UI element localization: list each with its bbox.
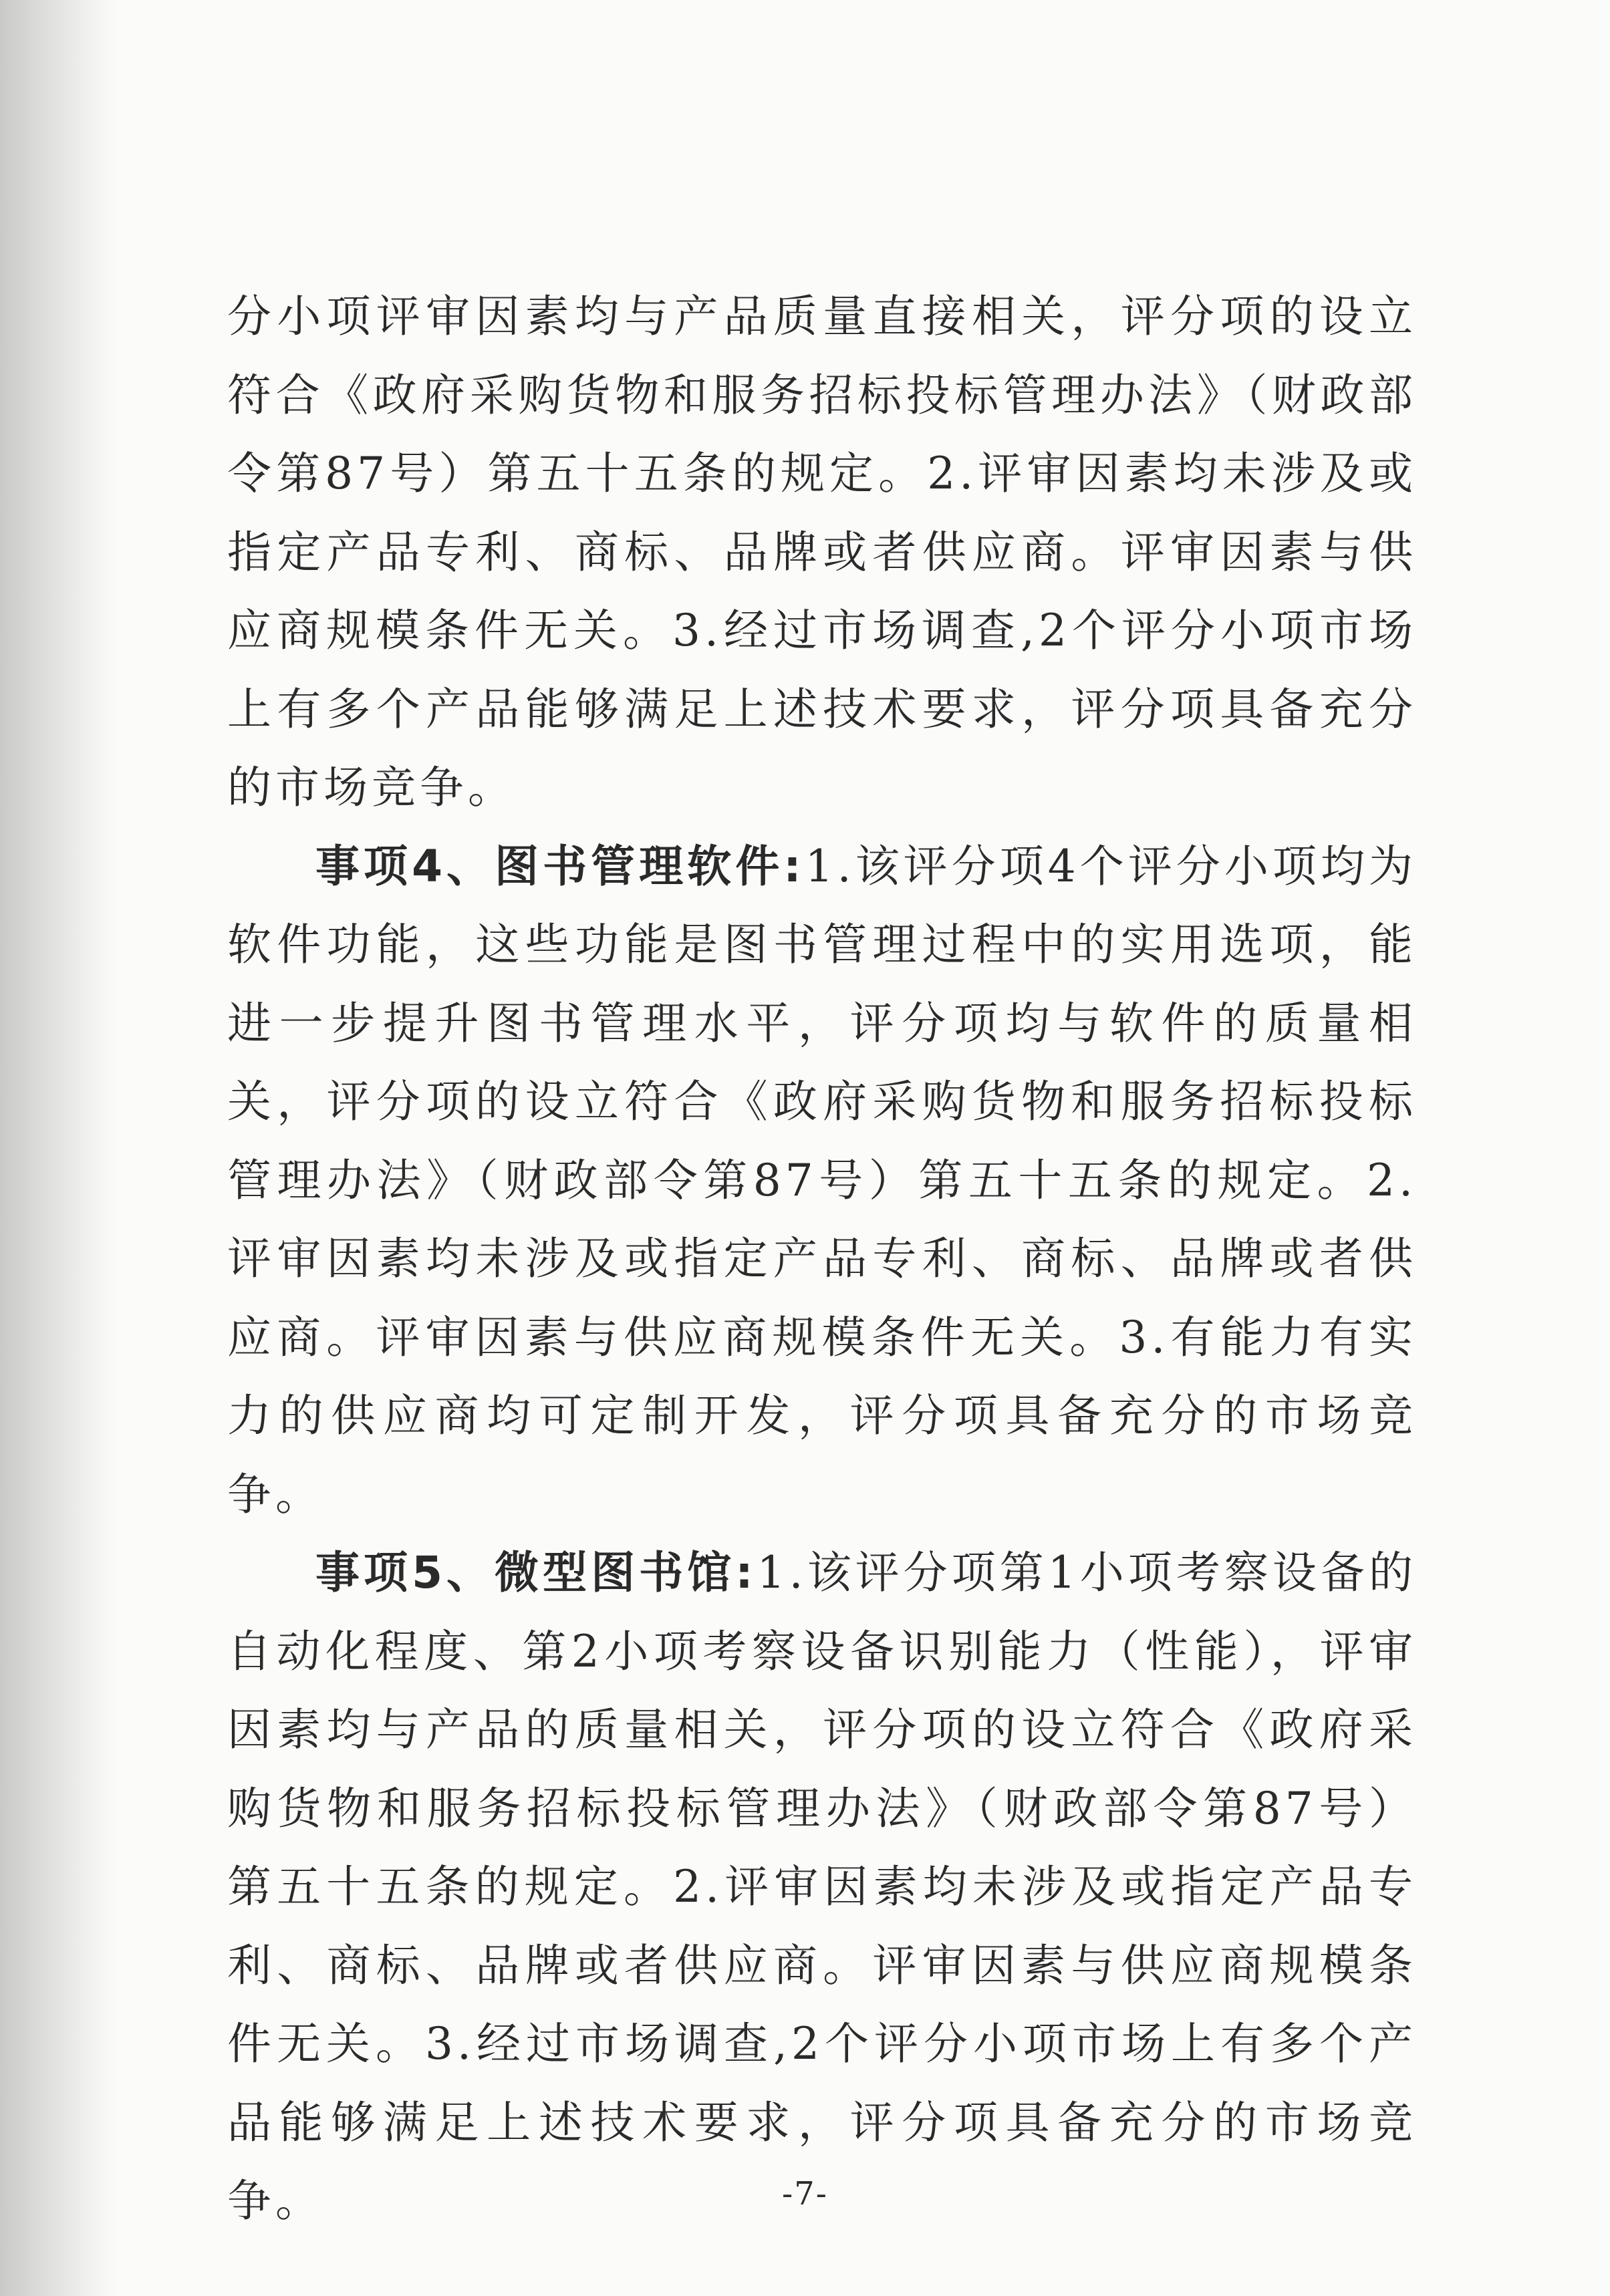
paragraph-item-5 — [227, 1534, 1417, 2241]
paragraph-continued — [227, 277, 1417, 827]
paragraph-item-4 — [227, 827, 1417, 1534]
item-4-heading: 事项4、图书管理软件: — [315, 840, 805, 892]
item-5-heading: 事项5、微型图书馆: — [315, 1547, 757, 1598]
page-number: -7- — [782, 2175, 828, 2212]
scan-edge-shadow — [0, 0, 117, 2296]
document-body — [227, 277, 1417, 2241]
paragraph-text: 1.该评分项4个评分小项均为软件功能，这些功能是图书管理过程中的实用选项，能进一步提升图书管理水平，评分项均与软件的质量相关，评分项的设立符合《政府采购货物和服务招标投标管理办法》（财政部令第87号）第五十五条的规定。2.评审因素均未涉及或指定产品专利、商标、品牌或者供应商。评审因素与供应商规模条件无关。3.有能力有实力的供应商均可定制开发，评分项具备充分的市场竞争。 — [227, 840, 1417, 1520]
paragraph-text: 1.该评分项第1小项考察设备的自动化程度、第2小项考察设备识别能力（性能），评审因素均与产品的质量相关，评分项的设立符合《政府采购货物和服务招标投标管理办法》（财政部令第87号）第五十五条的规定。2.评审因素均未涉及或指定产品专利、商标、品牌或者供应商。评审因素与供应商规模条件无关。3.经过市场调查,2个评分小项市场上有多个产品能够满足上述技术要求，评分项具备充分的市场竞争。 — [227, 1547, 1417, 2227]
paragraph-text: 分小项评审因素均与产品质量直接相关，评分项的设立符合《政府采购货物和服务招标投标管理办法》（财政部令第87号）第五十五条的规定。2.评审因素均未涉及或指定产品专利、商标、品牌或者供应商。评审因素与供应商规模条件无关。3.经过市场调查,2个评分小项市场上有多个产品能够满足上述技术要求，评分项具备充分的市场竞争。 — [227, 291, 1417, 813]
